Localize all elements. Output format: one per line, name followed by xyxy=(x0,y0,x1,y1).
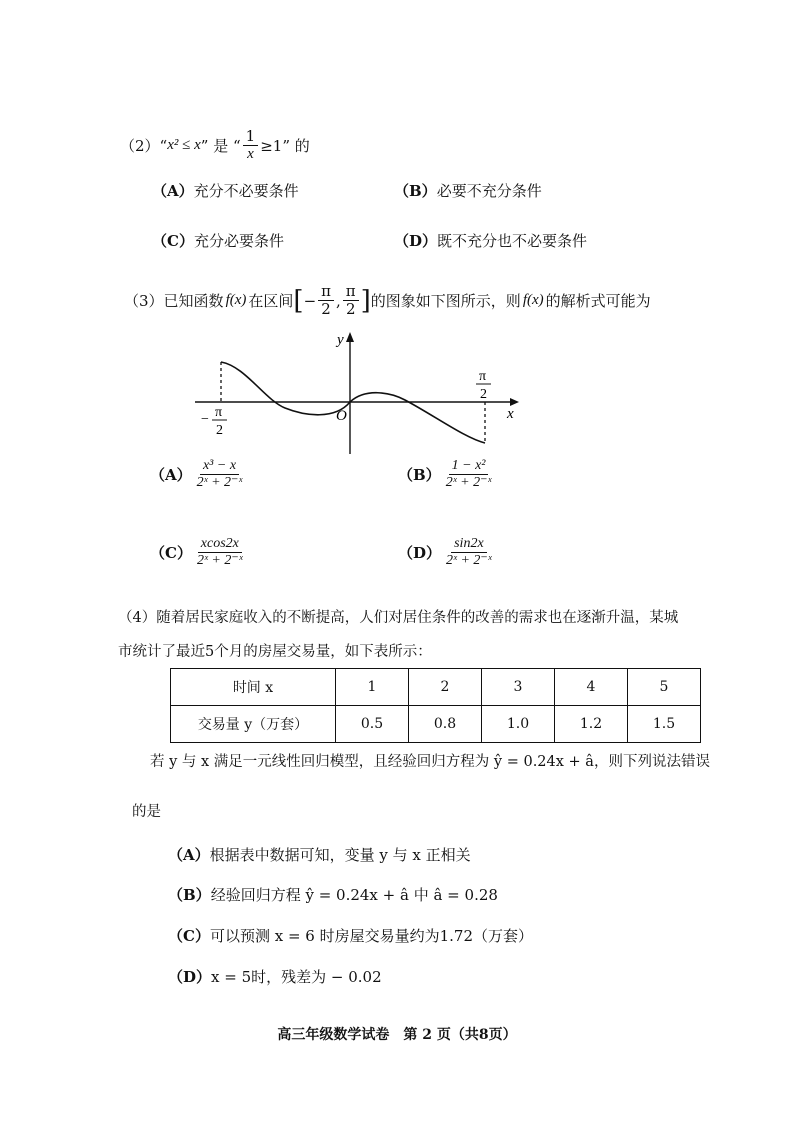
q2-option-b xyxy=(394,180,542,201)
table-cell: 2 xyxy=(409,669,482,706)
q2-fraction xyxy=(243,128,259,164)
frac-den: 2 xyxy=(321,300,331,319)
frac-num: π xyxy=(343,283,359,301)
interval-right-frac xyxy=(343,283,359,319)
q2-option-a xyxy=(152,180,299,201)
frac-num: x³ − x xyxy=(200,458,239,475)
frac-num: 1 − x² xyxy=(449,458,489,475)
option-fraction xyxy=(443,536,495,569)
option-text: 经验回归方程 ŷ = 0.24x + â 中 â = 0.28 xyxy=(210,886,498,904)
option-text: 既不充分也不必要条件 xyxy=(437,232,588,250)
table-cell: 5 xyxy=(628,669,701,706)
table-cell: 4 xyxy=(555,669,628,706)
q4-option-d xyxy=(168,966,382,987)
option-text: 充分不必要条件 xyxy=(193,182,299,200)
q2-expr2: ≥1 xyxy=(260,136,283,155)
q3-option-d xyxy=(398,536,497,569)
q3-fx: f(x) xyxy=(225,292,247,309)
q3-stem xyxy=(124,283,651,319)
left-tick-num: π xyxy=(215,405,223,420)
table-cell: 3 xyxy=(482,669,555,706)
q4-option-b xyxy=(168,884,498,905)
table-row xyxy=(171,706,701,743)
row-header: 时间 x xyxy=(171,669,336,706)
right-tick-num: π xyxy=(479,369,487,384)
option-text: 可以预测 x = 6 时房屋交易量约为1.72（万套） xyxy=(209,927,533,945)
option-label: （C） xyxy=(152,232,194,250)
q3-option-a xyxy=(150,458,247,491)
frac-den: 2ˣ + 2⁻ˣ xyxy=(196,553,243,569)
option-label: （A） xyxy=(168,846,210,864)
option-text: 必要不充分条件 xyxy=(436,182,542,200)
page-footer: 高三年级数学试卷 第 2 页（共8页） xyxy=(277,1027,517,1043)
q4-line2: 市统计了最近5个月的房屋交易量，如下表所示： xyxy=(118,644,432,660)
frac-den: 2 xyxy=(345,300,356,319)
interval-left-frac xyxy=(318,283,334,319)
table-row xyxy=(171,669,701,706)
q3-stem-d: 的解析式可能为 xyxy=(545,292,651,311)
q3-fx-2: f(x) xyxy=(522,292,544,309)
origin-label: O xyxy=(336,408,347,424)
table-cell: 1.5 xyxy=(628,706,701,743)
option-fraction xyxy=(194,458,246,491)
frac-num: sin2x xyxy=(451,536,487,553)
table-cell: 0.8 xyxy=(409,706,482,743)
x-axis-label: x xyxy=(507,406,514,422)
frac-den: 2ˣ + 2⁻ˣ xyxy=(446,553,492,569)
table-cell: 1.0 xyxy=(482,706,555,743)
data-table xyxy=(170,668,701,743)
table-cell: 1 xyxy=(336,669,409,706)
left-tick-sign: − xyxy=(201,412,209,427)
y-axis-label: y xyxy=(337,332,344,348)
frac-num: xcos2x xyxy=(198,536,242,553)
option-label: （A） xyxy=(150,466,192,485)
option-label: （D） xyxy=(398,544,442,563)
interval-minus: − xyxy=(303,291,317,310)
row-header: 交易量 y（万套） xyxy=(171,706,336,743)
option-label: （C） xyxy=(168,927,210,945)
x-axis-arrow xyxy=(510,398,519,406)
option-text: 充分必要条件 xyxy=(193,232,284,250)
option-text: x = 5时，残差为 − 0.02 xyxy=(211,968,382,986)
q2-option-c xyxy=(152,230,284,251)
q3-stem-a: 已知函数 xyxy=(163,292,224,311)
option-label: （D） xyxy=(394,232,438,250)
q2-option-d xyxy=(394,230,587,251)
option-label: （C） xyxy=(150,544,192,563)
option-text: 根据表中数据可知，变量 y 与 x 正相关 xyxy=(209,846,471,864)
q2-stem xyxy=(120,128,310,164)
option-label: （A） xyxy=(152,182,194,200)
right-tick-den: 2 xyxy=(480,387,487,402)
q4-para1: 若 y 与 x 满足一元线性回归模型，且经验回归方程为 ŷ = 0.24x + â，则下列说法错误 xyxy=(150,754,710,770)
left-bracket: [ xyxy=(293,285,304,316)
option-fraction xyxy=(443,458,495,491)
frac-den: 2ˣ + 2⁻ˣ xyxy=(196,475,243,491)
option-label: （B） xyxy=(398,466,441,485)
q4-option-a xyxy=(168,844,471,865)
q4-para2: 的是 xyxy=(132,804,161,820)
q3-stem-b: 在区间 xyxy=(248,292,294,311)
table-cell: 0.5 xyxy=(336,706,409,743)
q3-option-b xyxy=(398,458,496,491)
frac-num: π xyxy=(318,283,334,301)
q3-stem-c: 的图象如下图所示，则 xyxy=(370,292,521,311)
right-bracket: ] xyxy=(360,285,371,316)
q4-line1: （4）随着居民家庭收入的不断提高，人们对居住条件的改善的需求也在逐渐升温，某城 xyxy=(118,610,679,626)
table-cell: 1.2 xyxy=(555,706,628,743)
q3-number: （3） xyxy=(124,292,164,311)
frac-den: 2ˣ + 2⁻ˣ xyxy=(445,475,492,491)
q3-option-c xyxy=(150,536,248,569)
q2-expr1: x² ≤ x xyxy=(167,137,201,154)
option-label: （B） xyxy=(168,886,211,904)
q2-stem-part1: “ xyxy=(159,136,168,155)
q2-stem-part2: ” 是 “ xyxy=(200,137,241,156)
q4-option-c xyxy=(168,925,533,946)
option-label: （D） xyxy=(168,968,212,986)
q2-frac-den: x xyxy=(247,146,254,163)
q2-stem-part3: ” 的 xyxy=(282,137,310,156)
interval-comma: , xyxy=(336,291,341,310)
function-graph xyxy=(195,328,535,458)
y-axis-arrow xyxy=(346,332,354,342)
option-label: （B） xyxy=(394,182,437,200)
left-tick-den: 2 xyxy=(216,423,223,438)
option-fraction xyxy=(194,536,246,569)
q2-frac-num: 1 xyxy=(243,128,259,146)
q2-number: （2） xyxy=(120,137,160,156)
